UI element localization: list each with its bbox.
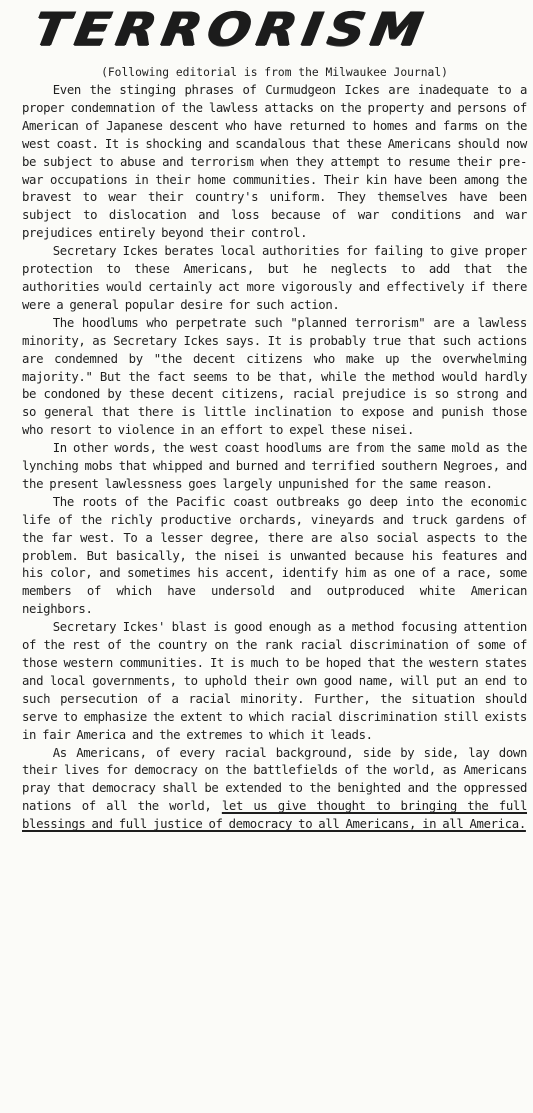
paragraph: Secretary Ickes berates local authorities for failing to give proper protection to these Americans, but he neglects to add that the authorities would certainly act more vigorously and effectively if there were a general popular desire for such action.	[22, 244, 527, 312]
paragraph: Secretary Ickes' blast is good enough as a method focusing attention of the rest of the country on the rank racial discrimination of some of those western communities. It is much to be hoped that the western states and local governments, to uphold their own good name, will put an end to such persecution of a racial minority. Further, the situation should serve to emphasize the extent to which racial discrimination still exists in fair America and the extremes to which it leads.	[22, 620, 527, 742]
paragraph: In other words, the west coast hoodlums are from the same mold as the lynching mobs that whipped and burned and terrified southern Negroes, and the present lawlessness goes largely unpunished for the same reason.	[22, 441, 527, 491]
closing-paragraph-underlined: let us give thought to bringing the full blessings and full justice of democracy to all Americans, in all America.	[22, 799, 528, 832]
paragraph: The hoodlums who perpetrate such "planned terrorism" are a lawless minority, as Secretary Ickes says. It is probably true that such actions are condemned by "the decent citizens who make up the overwhelming majority." But the fact seems to be that, while the method would hardly be condoned by these decent citizens, racial prejudice is so strong and so general that there is little inclination to expose and punish those who resort to violence in an effort to expel these nisei.	[22, 315, 527, 438]
paragraph: The roots of the Pacific coast outbreaks go deep into the economic life of the richly productive orchards, vineyards and truck gardens of the far west. To a lesser degree, there are also social aspects to the problem. But basically, the nisei is unwanted because his features and his color, and sometimes his accent, identify him as one of a race, some members of which have undersold and outproduced white American neighbors.	[22, 494, 527, 617]
paragraph: Even the stinging phrases of Curmudgeon Ickes are inadequate to a proper condemnation of the lawless attacks on the property and persons of American of Japanese descent who have returned to homes and farms on the west coast. It is shocking and scandalous that these Americans should now be subject to abuse and terrorism when they attempt to resume their pre-war occupations in their home communities. Their kin have been among the bravest to wear their country's uniform. They themselves have been subject to dislocation and loss because of war conditions and war prejudices entirely beyond their control.	[22, 83, 527, 241]
editorial-body	[22, 82, 527, 834]
source-note: (Following editorial is from the Milwaukee Journal)	[101, 66, 448, 79]
closing-paragraph	[22, 745, 527, 835]
closing-paragraph-lead: As Americans, of every racial background, side by side, lay down their lives for democracy on the battlefields of the world, as Americans pray that democracy shall be extended to the benighted and the oppressed nations of all the world,	[22, 745, 527, 814]
headline: TERRORISM	[30, 2, 434, 57]
